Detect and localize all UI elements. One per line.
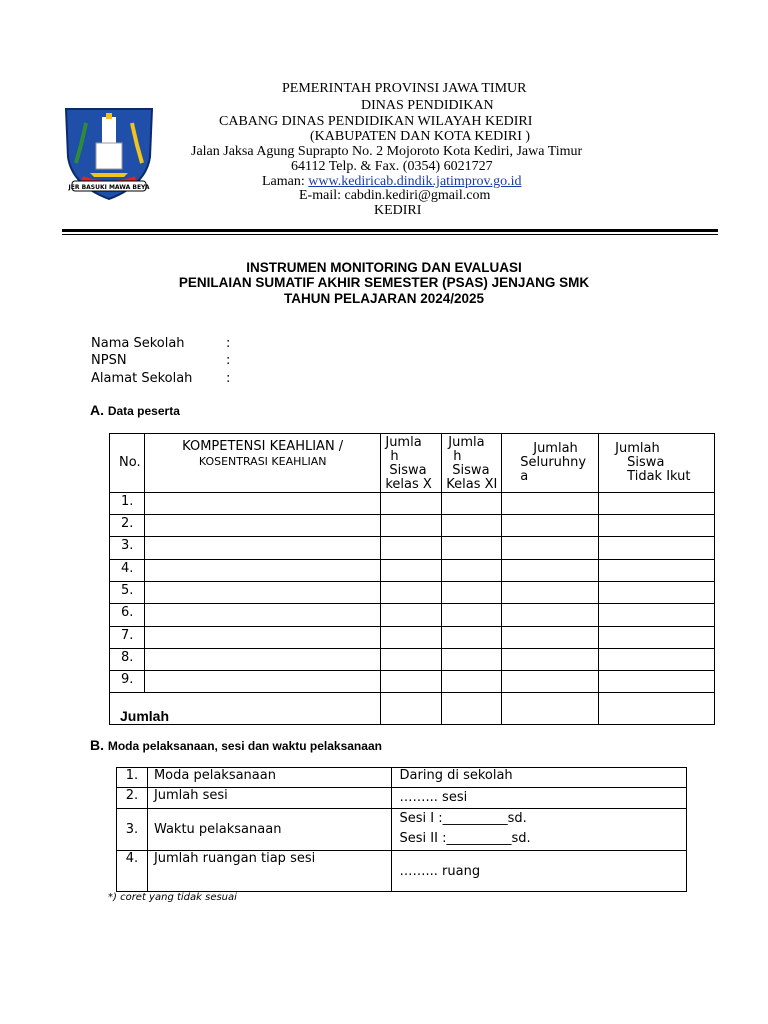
cell-seluruhnya[interactable] (502, 649, 599, 671)
participant-table-header (110, 434, 715, 493)
header-kelas-x-line: Siswa (389, 463, 427, 478)
cell-seluruhnya[interactable] (502, 671, 599, 693)
cell-kelas-x[interactable] (381, 604, 442, 627)
row-number: 9. (110, 671, 145, 693)
cell-kelas-xi[interactable] (442, 515, 502, 537)
document-title-2: PENILAIAN SUMATIF AKHIR SEMESTER (PSAS) JENJANG SMK (178, 275, 590, 290)
letterhead-line-3: CABANG DINAS PENDIDIKAN WILAYAH KEDIRI (219, 114, 533, 129)
row-number: 3. (110, 537, 145, 560)
header-kelas-xi-line: Kelas XI (446, 477, 498, 492)
header-seluruhnya (502, 434, 599, 493)
cell-tidak-ikut[interactable] (599, 515, 715, 537)
header-kompetensi-line-1: KOMPETENSI KEAHLIAN / (182, 439, 344, 454)
table-row (117, 788, 687, 809)
table-row (110, 560, 715, 582)
letterhead-line-1: PEMERINTAH PROVINSI JAWA TIMUR (282, 81, 527, 96)
cell-seluruhnya[interactable] (502, 493, 599, 515)
row-number: 4. (117, 851, 148, 892)
section-a-letter: A. (90, 402, 104, 418)
header-kelas-x-line: h (390, 449, 399, 464)
field-alamat-sep: : (226, 371, 231, 386)
cell-tidak-ikut[interactable] (599, 671, 715, 693)
header-seluruhnya-line: Jumlah (533, 441, 578, 456)
cell-kelas-x[interactable] (381, 515, 442, 537)
cell-kelas-xi[interactable] (442, 649, 502, 671)
header-kelas-x-line: Jumla (385, 435, 422, 450)
header-kelas-xi-line: h (453, 449, 462, 464)
cell-kelas-xi[interactable] (442, 560, 502, 582)
header-kelas-x (381, 434, 442, 493)
cell-seluruhnya[interactable] (502, 560, 599, 582)
letterhead-line-4: (KABUPATEN DAN KOTA KEDIRI ) (310, 129, 531, 144)
row-number: 5. (110, 582, 145, 604)
table-row (110, 649, 715, 671)
letterhead-divider-thin (62, 234, 718, 235)
section-b-title: Moda pelaksanaan, sesi dan waktu pelaksanaan (107, 739, 382, 753)
field-alamat-label: Alamat Sekolah (91, 371, 193, 386)
total-seluruhnya[interactable] (502, 693, 599, 725)
header-tidak-ikut (599, 434, 715, 493)
cell-kompetensi[interactable] (144, 604, 380, 627)
cell-kelas-x[interactable] (381, 582, 442, 604)
cell-seluruhnya[interactable] (502, 515, 599, 537)
cell-tidak-ikut[interactable] (599, 493, 715, 515)
cell-kompetensi[interactable] (144, 627, 380, 649)
header-tidak-ikut-line: Jumlah (615, 441, 660, 456)
cell-kelas-xi[interactable] (442, 604, 502, 627)
field-nama-sekolah-sep: : (226, 336, 231, 351)
cell-kelas-xi[interactable] (442, 537, 502, 560)
section-b-heading (90, 737, 382, 753)
cell-kompetensi[interactable] (144, 493, 380, 515)
table-row (110, 604, 715, 627)
row-number: 3. (117, 809, 148, 851)
table-row (117, 768, 687, 788)
header-kelas-xi-line: Jumla (448, 435, 485, 450)
document-title-1: INSTRUMEN MONITORING DAN EVALUASI (246, 260, 522, 275)
value-moda[interactable]: Daring di sekolah (391, 768, 686, 788)
total-tidak-ikut[interactable] (599, 693, 715, 725)
cell-kompetensi[interactable] (144, 560, 380, 582)
cell-kelas-x[interactable] (381, 627, 442, 649)
item-ruangan: Jumlah ruangan tiap sesi (147, 851, 391, 892)
total-kelas-x[interactable] (381, 693, 442, 725)
document-title-3: TAHUN PELAJARAN 2024/2025 (283, 291, 485, 306)
table-row (117, 851, 687, 892)
table-row (110, 515, 715, 537)
field-nama-sekolah-label: Nama Sekolah (91, 336, 185, 351)
item-jumlah-sesi: Jumlah sesi (147, 788, 391, 809)
header-kompetensi-line-2: KOSENTRASI KEAHLIAN (198, 455, 327, 468)
row-number: 4. (110, 560, 145, 582)
cell-seluruhnya[interactable] (502, 582, 599, 604)
row-number: 8. (110, 649, 145, 671)
cell-kelas-xi[interactable] (442, 582, 502, 604)
value-sesi-2[interactable]: Sesi II :__________sd. (399, 831, 531, 846)
cell-tidak-ikut[interactable] (599, 604, 715, 627)
header-kompetensi (144, 434, 380, 493)
cell-kompetensi[interactable] (144, 515, 380, 537)
header-kelas-xi (442, 434, 502, 493)
field-npsn-label: NPSN (91, 353, 127, 368)
item-waktu: Waktu pelaksanaan (147, 809, 391, 851)
table-row (110, 493, 715, 515)
value-sesi-1[interactable]: Sesi I :__________sd. (399, 811, 527, 826)
letterhead-divider-thick (62, 229, 718, 232)
logo-motto: JER BASUKI MAWA BEYA (68, 184, 150, 191)
cell-kelas-xi[interactable] (442, 671, 502, 693)
total-label: Jumlah (110, 693, 381, 725)
cell-tidak-ikut[interactable] (599, 582, 715, 604)
cell-tidak-ikut[interactable] (599, 627, 715, 649)
participant-table (109, 433, 715, 725)
header-no: No. (110, 434, 145, 493)
cell-seluruhnya[interactable] (502, 627, 599, 649)
cell-kelas-xi[interactable] (442, 627, 502, 649)
section-a-heading (90, 402, 180, 418)
table-total-row (110, 693, 715, 725)
header-tidak-ikut-line: Siswa (627, 455, 665, 470)
row-number: 1. (110, 493, 145, 515)
letterhead-line-2: DINAS PENDIDIKAN (361, 98, 494, 113)
header-kelas-x-line: kelas X (385, 477, 432, 492)
cell-kompetensi[interactable] (144, 671, 380, 693)
cell-kelas-x[interactable] (381, 649, 442, 671)
value-waktu[interactable] (391, 809, 686, 851)
value-ruangan[interactable]: ……... ruang (391, 851, 686, 892)
section-a-title: Data peserta (107, 404, 180, 418)
header-seluruhnya-line: Seluruhny (520, 455, 587, 470)
field-npsn-sep: : (226, 353, 231, 368)
cell-kompetensi[interactable] (144, 649, 380, 671)
cell-tidak-ikut[interactable] (599, 649, 715, 671)
row-number: 2. (117, 788, 148, 809)
cell-kelas-x[interactable] (381, 537, 442, 560)
cell-kelas-xi[interactable] (442, 493, 502, 515)
cell-kompetensi[interactable] (144, 582, 380, 604)
cell-kelas-x[interactable] (381, 671, 442, 693)
row-number: 7. (110, 627, 145, 649)
header-kelas-xi-line: Siswa (452, 463, 490, 478)
table-row (110, 671, 715, 693)
footnote: *) coret yang tidak sesuai (108, 892, 237, 903)
letterhead-city: KEDIRI (374, 203, 422, 218)
letterhead-email: E-mail: cabdin.kediri@gmail.com (299, 188, 491, 203)
province-logo (62, 103, 156, 203)
row-number: 2. (110, 515, 145, 537)
website-link[interactable]: www.kediricab.dindik.jatimprov.go.id (308, 174, 522, 189)
execution-table (116, 767, 687, 892)
cell-seluruhnya[interactable] (502, 604, 599, 627)
table-row (117, 809, 687, 851)
table-row (110, 627, 715, 649)
total-kelas-xi[interactable] (442, 693, 502, 725)
row-number: 6. (110, 604, 145, 627)
letterhead-phone: 64112 Telp. & Fax. (0354) 6021727 (291, 159, 493, 174)
table-row (110, 582, 715, 604)
row-number: 1. (117, 768, 148, 788)
header-seluruhnya-line: a (520, 469, 529, 484)
cell-tidak-ikut[interactable] (599, 537, 715, 560)
header-tidak-ikut-line: Tidak Ikut (627, 469, 691, 484)
cell-tidak-ikut[interactable] (599, 560, 715, 582)
cell-kelas-x[interactable] (381, 560, 442, 582)
letterhead-address: Jalan Jaksa Agung Suprapto No. 2 Mojoroto Kota Kediri, Jawa Timur (191, 144, 583, 159)
cell-seluruhnya[interactable] (502, 537, 599, 560)
section-b-letter: B. (90, 737, 104, 753)
cell-kelas-x[interactable] (381, 493, 442, 515)
table-row (110, 537, 715, 560)
value-jumlah-sesi[interactable]: ……... sesi (391, 788, 686, 809)
cell-kompetensi[interactable] (144, 537, 380, 560)
website-label: Laman: (262, 174, 309, 189)
item-moda: Moda pelaksanaan (147, 768, 391, 788)
